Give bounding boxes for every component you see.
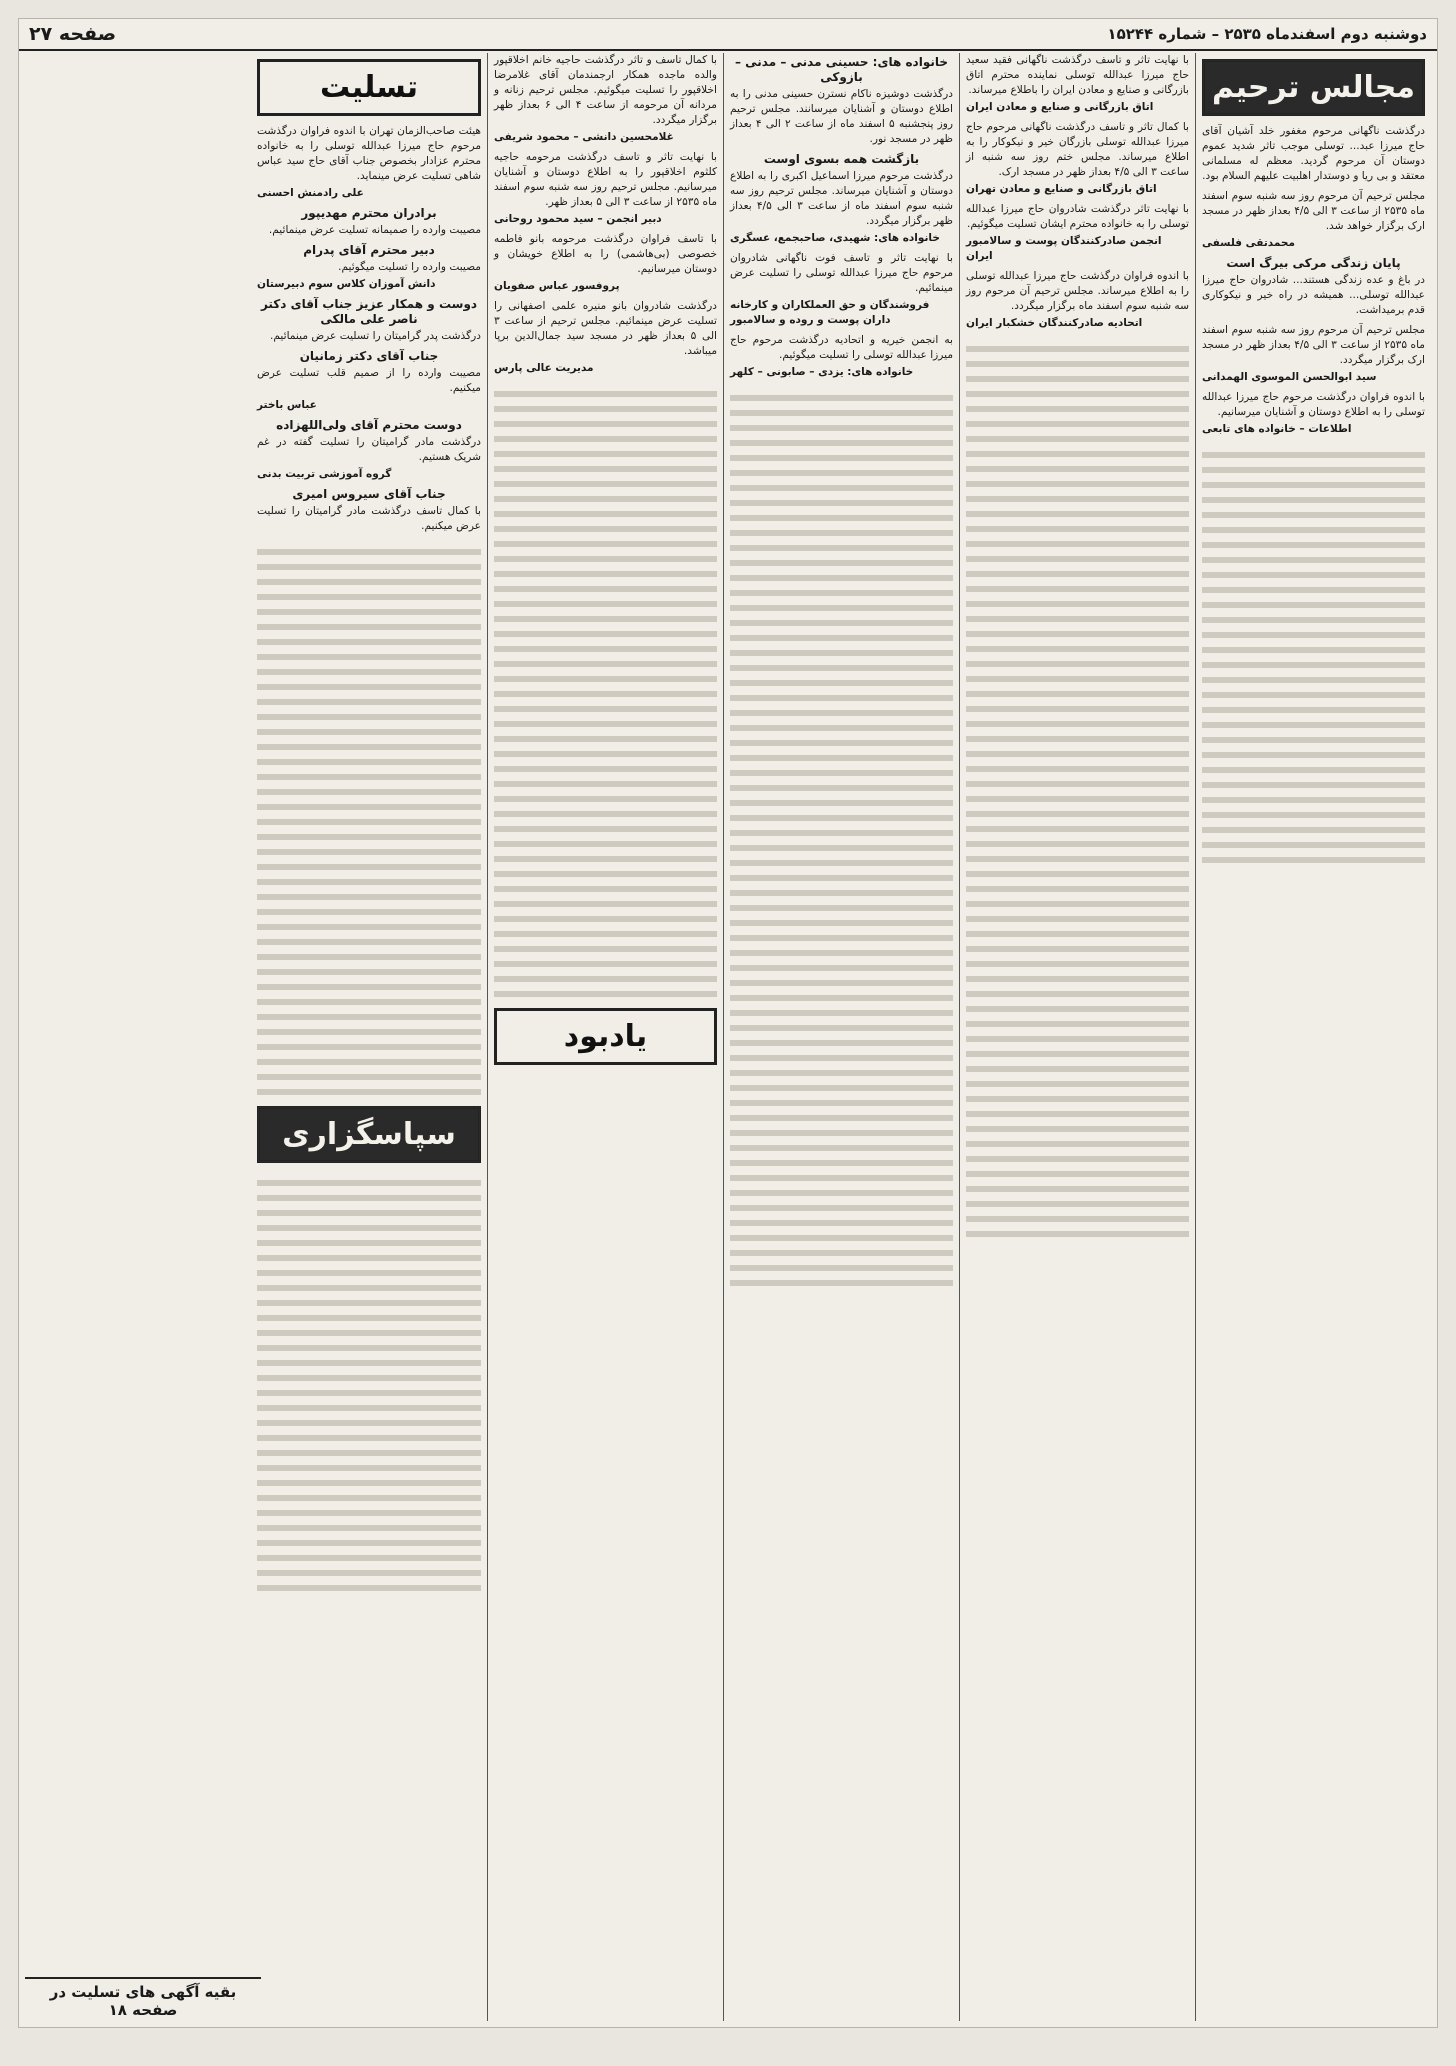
notice xyxy=(730,251,953,328)
notice xyxy=(730,333,953,380)
notice-sign: محمدتقی فلسفی xyxy=(1202,237,1295,249)
notice xyxy=(494,232,717,294)
notice xyxy=(257,124,481,201)
notice xyxy=(1202,256,1425,318)
notice-title: جناب آقای دکتر زمانیان xyxy=(299,349,439,363)
notice-body: مجلس ترحیم آن مرحوم روز سه شنبه سوم اسفند ماه ۲۵۳۵ از ساعت ۳ الی ۴/۵ بعداز ظهر در مسجد ارک برگزار میگردد. xyxy=(1202,324,1425,366)
banner-sepasgozari: سپاسگزاری xyxy=(257,1106,481,1163)
notice-body: با کمال تاسف و تاثر درگذشت حاجیه خانم اخلاقپور والده ماجده همکار ارجمندمان آقای غلامرضا اخلاقپور را تسلیت میگوئیم. مجلس ترحیم زنانه و مردانه آن مرحومه از ساعت ۴ الی ۶ بعداز ظهر برگزار میگردد. xyxy=(494,54,717,126)
notice-sign: غلامحسین دانشی – محمود شریفی xyxy=(494,131,674,143)
notice-body: درگذشت دوشیزه ناکام نسترن حسینی مدنی را به اطلاع دوستان و آشنایان میرسانند. مجلس ترحیم روز پنجشنبه ۵ اسفند ماه از ساعت ۲ الی ۴ بعداز ظهر در مسجد نور. xyxy=(730,88,953,145)
notice-body: مصیبت وارده را صمیمانه تسلیت عرض مینمائیم. xyxy=(268,224,481,236)
notice xyxy=(257,349,481,413)
notice-body: درگذشت شادروان بانو منیره علمی اصفهانی را تسلیت عرض مینمائیم. مجلس ترحیم از ساعت ۳ الی ۵ بعداز ظهر در مسجد سید جمال‌الدین برپا میباشد. xyxy=(494,300,718,357)
notice-body: با نهایت تاثر و تاسف فوت ناگهانی شادروان مرحوم حاج میرزا عبدالله توسلی را تسلیت عرض مینمائیم. xyxy=(730,252,953,294)
text-filler xyxy=(1202,443,1425,863)
column-1 xyxy=(1195,53,1431,2021)
notice-sign: اتحادیه صادرکنندگان خشکبار ایران xyxy=(966,317,1143,329)
notice-sign: اتاق بازرگانی و صنایع و معادن تهران xyxy=(966,183,1157,195)
text-filler xyxy=(730,386,953,1286)
banner-majales: مجالس ترحیم xyxy=(1202,59,1425,116)
notice-body: با تاسف فراوان درگذشت مرحومه بانو فاطمه خصوصی (بی‌هاشمی) را به اطلاع خویشان و دوستان میرسانیم. xyxy=(494,233,717,275)
notice-sign: اتاق بازرگانی و صنایع و معادن ایران xyxy=(966,101,1154,113)
notice xyxy=(966,53,1189,115)
notice-body: در باغ و عده زندگی هستند... شادروان حاج میرزا عبدالله توسلی... همیشه در راه خیر و نیکوکاری قدم برمیداشت. xyxy=(1202,274,1425,316)
notice-title: پایان زندگی مرکی بیرگ است xyxy=(1226,256,1401,270)
notice xyxy=(1202,189,1425,251)
notice xyxy=(494,299,717,376)
notice-body: درگذشت مادر گرامیتان را تسلیت گفته در غم شریک هستیم. xyxy=(257,436,481,463)
notice xyxy=(966,269,1189,331)
notice-sign: خانواده های: شهیدی، صاحبجمع، عسگری xyxy=(730,232,940,244)
notice-body: با اندوه فراوان درگذشت مرحوم حاج میرزا عبدالله توسلی را به اطلاع دوستان و آشنایان میرسانیم. xyxy=(1202,391,1425,418)
notice-title: جناب آقای سیروس امیری xyxy=(292,487,446,501)
banner-yadbood: یادبود xyxy=(494,1008,717,1065)
continued-footer: بقیه آگهی های تسلیت در صفحه ۱۸ xyxy=(25,1977,261,2019)
notice-body: با نهایت تاثر درگذشت شادروان حاج میرزا عبدالله توسلی را به خانواده محترم ایشان تسلیت میگوئیم. xyxy=(966,203,1189,230)
notice-body: با اندوه فراوان درگذشت حاج میرزا عبدالله توسلی را به اطلاع میرساند. مجلس ترحیم آن مرحوم روز سه شنبه سوم اسفند ماه برگزار میگردد. xyxy=(966,270,1189,312)
column-2 xyxy=(959,53,1195,2021)
notice-sign: علی رادمنش احسنی xyxy=(257,187,364,199)
notice xyxy=(257,487,481,534)
notice-title: برادران محترم مهدیپور xyxy=(301,206,437,220)
notice-sign: خانواده های: یزدی – صابونی – کلهر xyxy=(730,366,914,378)
notice-body: درگذشت ناگهانی مرحوم مغفور خلد آشیان آقای حاج میرزا عبد... توسلی موجب تاثر شدید عموم دوستان آن مرحوم گردید. معظم له مسلمانی معتقد و بی ریا و دوستدار اهلبیت علیهم السلام بود. xyxy=(1202,125,1425,182)
notice-sign: دبیر انجمن – سید محمود روحانی xyxy=(494,213,662,225)
column-5 xyxy=(251,53,487,2021)
notice xyxy=(494,53,717,145)
notice xyxy=(1202,323,1425,385)
masthead xyxy=(19,19,1437,51)
notice xyxy=(494,150,717,227)
text-filler xyxy=(257,1171,481,1591)
notice xyxy=(1202,390,1425,437)
notice-sign: فروشندگان و حق العملکاران و کارخانه داران پوست و روده و سالامبور xyxy=(730,299,930,326)
banner-tasliat: تسلیت xyxy=(257,59,481,116)
page-number: صفحه ۲۷ xyxy=(29,23,117,45)
notice-body: با کمال تاثر و تاسف درگذشت ناگهانی مرحوم حاج میرزا عبدالله توسلی بازرگان خیر و نیکوکار را به اطلاع میرساند. مجلس ختم روز سه شنبه از ساعت ۳ الی ۴/۵ بعداز ظهر در مسجد ارک. xyxy=(966,121,1189,178)
notice-sign: دانش آموزان کلاس سوم دبیرستان xyxy=(257,278,436,290)
notice-title: بازگشت همه بسوی اوست xyxy=(763,152,920,166)
notice xyxy=(257,418,481,482)
notice-sign: گروه آموزشی تربیت بدنی xyxy=(257,468,392,480)
notice-body: مصیبت وارده را از صمیم قلب تسلیت عرض میکنیم. xyxy=(257,367,481,394)
notice xyxy=(730,152,953,246)
column-4 xyxy=(487,53,723,2021)
notice xyxy=(257,243,481,292)
notice-sign: انجمن صادرکنندگان پوست و سالامبور ایران xyxy=(966,235,1162,262)
notice-body: درگذشت پدر گرامیتان را تسلیت عرض مینمائیم. xyxy=(270,330,481,342)
column-3 xyxy=(723,53,959,2021)
notice xyxy=(257,297,481,344)
notice-body: هیئت صاحب‌الزمان تهران با اندوه فراوان درگذشت مرحوم حاج میرزا عبدالله توسلی را به خانواده محترم عزادار بخصوص جناب آقای حاج سید عباس شاهی تسلیت عرض مینماید. xyxy=(257,125,481,182)
text-filler xyxy=(257,540,481,1100)
notice-body: مجلس ترحیم آن مرحوم روز سه شنبه سوم اسفند ماه ۲۵۳۵ از ساعت ۳ الی ۴/۵ بعداز ظهر در مسجد ارک برگزار خواهد شد. xyxy=(1202,190,1425,232)
text-filler xyxy=(966,337,1189,1237)
notice-title: دوست و همکار عزیز جناب آقای دکتر ناصر علی مالکی xyxy=(260,297,478,326)
notice xyxy=(1202,124,1425,184)
notice-body: با نهایت تاثر و تاسف درگذشت ناگهانی فقید سعید حاج میرزا عبدالله توسلی نماینده محترم اتاق بازرگانی و صنایع و معادن ایران را باطلاع میرساند. xyxy=(966,54,1189,96)
notice-body: به انجمن خیریه و اتحادیه درگذشت مرحوم حاج میرزا عبدالله توسلی را تسلیت میگوئیم. xyxy=(730,334,953,361)
notice xyxy=(257,206,481,238)
text-filler xyxy=(494,382,717,1002)
notice-sign: مدیریت عالی پارس xyxy=(494,362,594,374)
notice xyxy=(730,55,953,147)
notice-sign: سید ابوالحسن الموسوی الهمدانی xyxy=(1202,371,1377,383)
notice-body: با نهایت تاثر و تاسف درگذشت مرحومه حاجیه کلثوم اخلاقپور را به اطلاع دوستان و آشنایان میرسانیم. مجلس ترحیم روز سه شنبه سوم اسفند ماه ۲۵۳۵ از ساعت ۳ الی ۵ بعداز ظهر. xyxy=(494,151,717,208)
notice-body: مصیبت وارده را تسلیت میگوئیم. xyxy=(338,261,481,273)
notice-title: دوست محترم آقای ولی‌اللهزاده xyxy=(276,418,462,432)
notice-sign: پروفسور عباس صفویان xyxy=(494,280,620,292)
notice xyxy=(966,202,1189,264)
notice-title: دبیر محترم آقای پدرام xyxy=(303,243,435,257)
notice-body: درگذشت مرحوم میرزا اسماعیل اکبری را به اطلاع دوستان و آشنایان میرساند. مجلس ترحیم روز سه شنبه سوم اسفند ماه از ساعت ۳ الی ۴/۵ بعداز ظهر برگزار میگردد. xyxy=(730,170,953,227)
notice-sign: اطلاعات – خانواده های تابعی xyxy=(1202,423,1352,435)
notice-sign: عباس باختر xyxy=(257,399,317,411)
notice-body: با کمال تاسف درگذشت مادر گرامیتان را تسلیت عرض میکنیم. xyxy=(257,505,481,532)
columns xyxy=(25,53,1431,2021)
notice xyxy=(966,120,1189,197)
issue-date: دوشنبه دوم اسفندماه ۲۵۳۵ – شماره ۱۵۲۴۴ xyxy=(1107,25,1427,43)
newspaper-page xyxy=(18,18,1438,2028)
notice-title: خانواده های: حسینی مدنی – مدنی – بازوکی xyxy=(734,55,949,84)
